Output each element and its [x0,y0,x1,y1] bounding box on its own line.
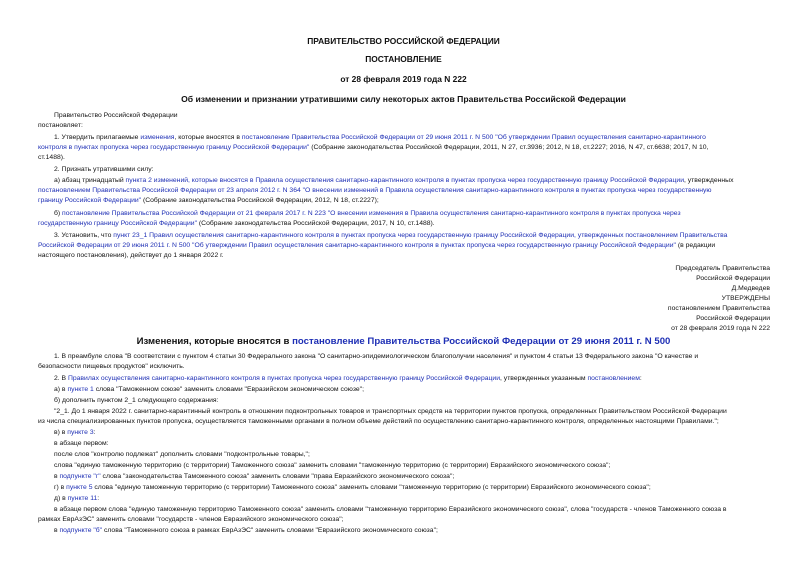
paragraph-3-line-2: Российской Федерации от 29 июня 2011 г. N 500 "Об утверждении Правил осуществления санитарно-карантинного контроля в пунктах пропуска через государственную границу Российской Федерации" (в редакции [38,242,716,249]
link-item-2-changes[interactable]: пункта 2 изменений, которые вносятся в Правила осуществления санитарно-карантинного контроля в пунктах пропуска через государственную границу Российской Федерации [125,177,684,184]
paragraph-1-line-2: контроля в пунктах пропуска через государственную границу Российской Федерации" (Собрание законодательства Российской Федерации, 2011, N 27, ст.3936; 2012, N 18, ст.2227; 2016, N 47, ст.6638; 2017, N 10, [38,144,709,151]
paragraph-3-line-3: настоящего постановления), действует до 1 января 2022 г. [38,252,224,259]
change-2b-quote-line-2: из числа специализированных пунктов пропуска, осуществляется таможенными органами в полном объеме действий по осуществлению санитарно-карантинного контроля, определенных настоящими Правилами."; [38,418,719,425]
document-kind: ПОСТАНОВЛЕНИЕ [365,54,442,64]
change-2v: в) в пункте 3: [54,429,96,436]
government-header: ПРАВИТЕЛЬСТВО РОССИЙСКОЙ ФЕДЕРАЦИИ [307,36,500,46]
link-changes[interactable]: изменения [140,134,175,141]
paragraph-1-line-3: ст.1488). [38,154,65,161]
link-item-3[interactable]: пункте 3 [67,429,94,436]
change-2d-1-line-2: рамках ЕврАзЭС" заменить словами "государств - членов Евразийского экономического союза"; [38,516,344,523]
link-resolution-500-cont[interactable]: контроля в пунктах пропуска через государственную границу Российской Федерации" [38,144,310,151]
change-2v-2: после слов "контролю подлежат" дополнить словами "подконтрольные товары,"; [54,451,310,458]
approval-line-1: УТВЕРЖДЕНЫ [721,295,770,302]
paragraph-2b-line-2: государственную границу Российской Федерации" (Собрание законодательства Российской Федерации, 2017, N 10, ст.1488). [38,220,435,227]
paragraph-2a-line-2 [38,186,711,196]
approval-line-3: Российской Федерации [696,315,770,322]
link-resolution-500[interactable]: постановление Правительства Российской Федерации от 29 июня 2011 г. N 500 "Об утверждении Правил осуществления санитарно-карантинного [241,134,706,141]
link-item-11[interactable]: пункте 11 [67,495,98,502]
change-2v-3: слова "единую таможенную территорию (с территории) Таможенного союза" заменить словами "таможенную территорию (с территории) Евразийского экономического союза"; [54,462,611,469]
approval-line-4: от 28 февраля 2019 года N 222 [671,325,770,332]
changes-title: Изменения, которые вносятся в постановление Правительства Российской Федерации от 29 июня 2011 г. N 500 [136,336,671,347]
change-2a: а) в пункте 1 слова "Таможенном союзе" заменить словами "Евразийском экономическом союзе"; [54,386,364,393]
change-2d-2: в подпункте "б" слова "Таможенного союза в рамках ЕврАзЭС" заменить словами "Евразийского экономического союза"; [54,527,438,534]
document-date: от 28 февраля 2019 года N 222 [340,74,467,84]
change-2g: г) в пункте 5 слова "единую таможенную территорию (с территории) Таможенного союза" заменить словами "таможенную территорию (с территории) Евразийского экономического союза"; [54,484,651,491]
link-item-23-1[interactable]: пункт 23_1 [113,232,148,239]
change-2b-quote-line-1: "2_1. До 1 января 2022 г. санитарно-карантинный контроль в отношении подконтрольных товаров и транспортных средств на территории пунктов пропуска, определенных Правительством Российской Федерации [54,408,727,415]
link-resolution[interactable]: постановлением [587,375,640,382]
link-rules-changes[interactable]: Правилах осуществления санитарно-карантинного контроля в пунктах пропуска через государственную границу Российской Федерации [67,375,501,382]
paragraph-1-line-1: 1. Утвердить прилагаемые изменения, которые вносятся в постановление Правительства Российской Федерации от 29 июня 2011 г. N 500 "Об утверждении Правил осуществления санитарно-карантинного [54,134,706,141]
signature-line-2: Российской Федерации [696,275,770,282]
change-1-line-1: 1. В преамбуле слова "В соответствии с пунктом 4 статьи 30 Федерального закона "О санитарно-эпидемиологическом благополучии населения" и пунктом 4 статьи 13 Федерального закона "О качестве и [54,353,699,360]
paragraph-2a-line-1: а) абзац тринадцатый пункта 2 изменений, которые вносятся в Правила осуществления санитарно-карантинного контроля в пунктах пропуска через государственную границу Российской Федерации, утвержденных [54,177,734,184]
preamble-line-2: постановляет: [38,122,83,129]
paragraph-2b-line-1: б) постановление Правительства Российской Федерации от 21 февраля 2017 г. N 223 "О внесении изменения в Правила осуществления санитарно-карантинного контроля в пунктах пропуска через [54,210,681,217]
paragraph-2a-line-3: границу Российской Федерации" (Собрание законодательства Российской Федерации, 2012, N 18, ст.2227); [38,197,379,204]
change-2d: д) в пункте 11: [54,495,100,502]
change-2v-1: в абзаце первом: [54,440,109,447]
link-subitem-b[interactable]: подпункте "б" [59,527,103,534]
signature-line-1: Председатель Правительства [675,265,770,272]
document-title: Об изменении и признании утратившими силу некоторых актов Правительства Российской Федерации [181,94,626,104]
change-2-line-1: 2. В Правилах осуществления санитарно-карантинного контроля в пунктах пропуска через государственную границу Российской Федерации, утвержденных указанным постановлением: [54,375,642,382]
link-resolution-223[interactable]: постановление Правительства Российской Федерации от 21 февраля 2017 г. N 223 "О внесении изменения в Правила осуществления санитарно-карантинного контроля в пунктах пропуска через [62,210,681,217]
paragraph-3-line-1: 3. Установить, что пункт 23_1 Правил осуществления санитарно-карантинного контроля в пунктах пропуска через государственную границу Российской Федерации, утвержденных постановлением Правительства [54,232,728,239]
link-item-1[interactable]: пункте 1 [67,386,94,393]
link-resolution-364-cont[interactable]: границу Российской Федерации" [38,197,142,204]
link-item-5[interactable]: пункте 5 [66,484,93,491]
preamble-line-1: Правительство Российской Федерации [54,112,178,119]
change-2b: б) дополнить пунктом 2_1 следующего содержания: [54,397,219,404]
signature-line-3: Д.Медведев [731,285,770,292]
link-rules[interactable]: Правил осуществления санитарно-карантинного контроля в пунктах пропуска через государственную границу Российской Федерации, утвержденных постановлением Правительства [147,232,728,239]
link-rules-cont[interactable]: Российской Федерации от 29 июня 2011 г. N 500 "Об утверждении Правил осуществления санитарно-карантинного контроля в пунктах пропуска через государственную границу Российской Федерации" [38,242,676,249]
approval-line-2: постановлением Правительства [667,305,770,312]
link-resolution-223-cont[interactable]: государственную границу Российской Федерации" [38,220,198,227]
link-changes-title-resolution[interactable]: постановление Правительства Российской Федерации от 29 июня 2011 г. N 500 [292,336,671,347]
change-2d-1-line-1: в абзаце первом слова "единую таможенную территорию Таможенного союза" заменить словами "таможенную территорию Евразийского экономического союза", слова "государств - членов Таможенного союза в [54,506,727,513]
link-subitem-g[interactable]: подпункте "г" [59,473,101,480]
change-1-line-2: безопасности пищевых продуктов" исключить. [38,363,185,370]
change-2v-4: в подпункте "г" слова "законодательства Таможенного союза" заменить словами "права Евразийского экономического союза"; [54,473,455,480]
paragraph-2-title: 2. Признать утратившими силу: [54,166,154,173]
link-resolution-364[interactable]: постановлением Правительства Российской Федерации от 23 апреля 2012 г. N 364 "О внесении изменений в Правила осуществления санитарно-карантинного контроля в пунктах пропуска через государственную [38,187,712,194]
